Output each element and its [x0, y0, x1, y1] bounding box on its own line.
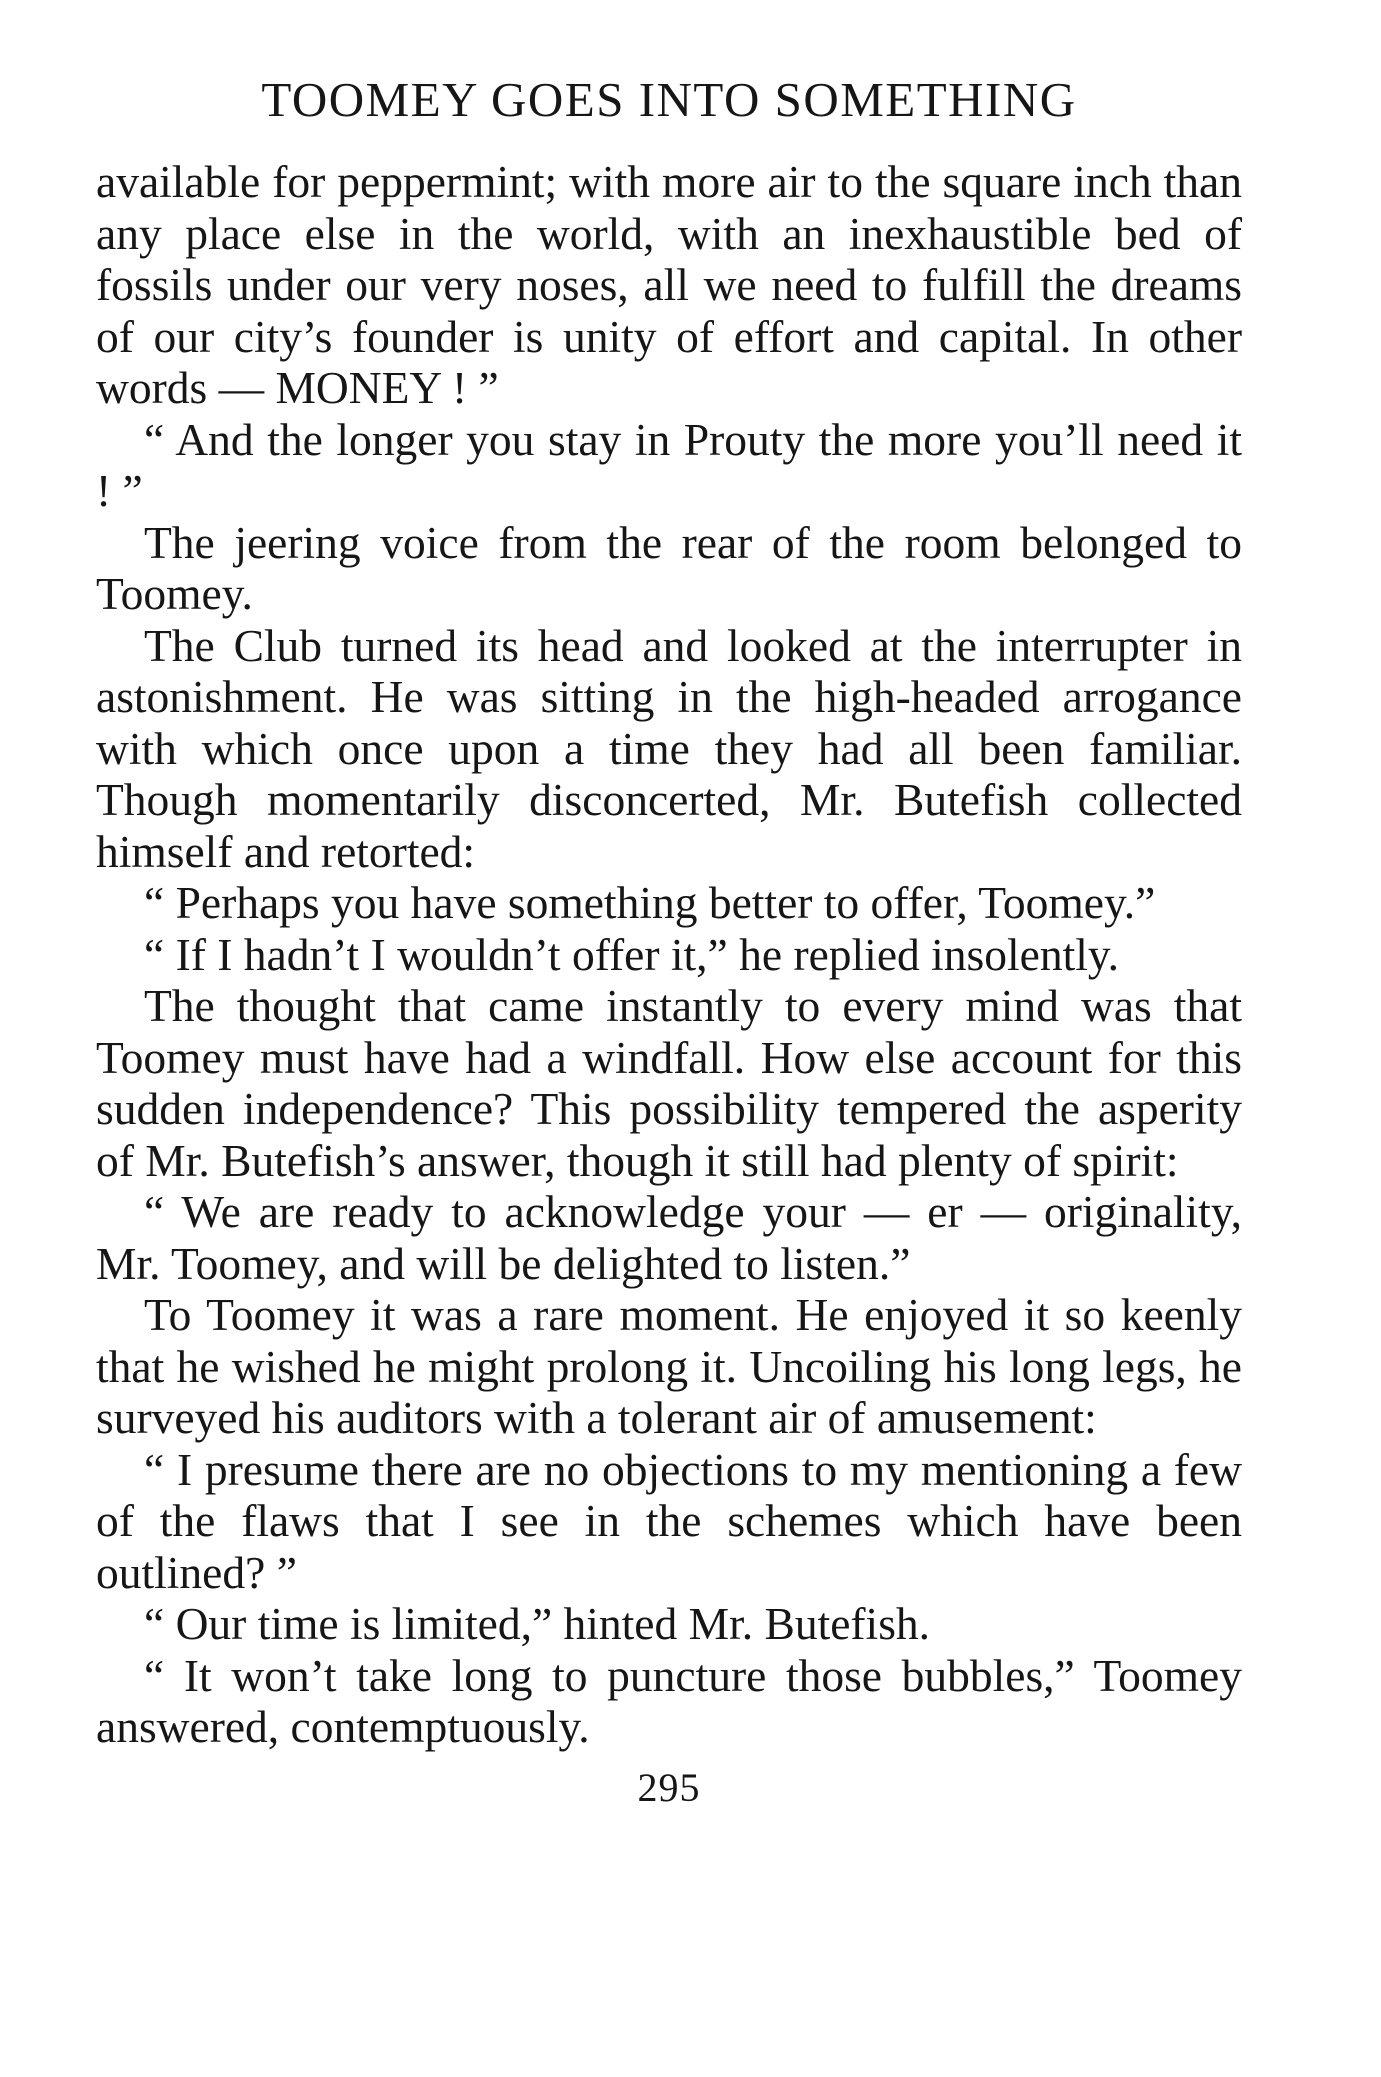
paragraph: “ It won’t take long to puncture those bubbles,” Toomey answered, contemptuously. — [96, 1649, 1242, 1752]
paragraph: The Club turned its head and looked at the interrupter in astonishment. He was sitting in the high-headed arrogance with which once upon a time they had all been familiar. Though momentarily disconcerted, Mr. Butefish collected himself and retorted: — [96, 619, 1242, 877]
paragraph: “ We are ready to acknowledge your — er — originality, Mr. Toomey, and will be delighted to listen.” — [96, 1186, 1242, 1289]
page-number: 295 — [637, 1764, 701, 1810]
paragraph: available for peppermint; with more air to the square inch than any place else in the world, with an inexhaustible bed of fossils under our very noses, all we need to fulfill the dreams of our city’s founder is unity of effort and capital. In other words — MONEY ! ” — [96, 156, 1242, 413]
book-page — [96, 70, 1242, 2010]
paragraph: “ And the longer you stay in Prouty the more you’ll need it ! ” — [96, 413, 1242, 516]
paragraph: The thought that came instantly to every mind was that Toomey must have had a windfall. How else account for this sudden independence? This possibility tempered the asperity of Mr. Butefish’s answer, though it still had plenty of spirit: — [96, 980, 1242, 1186]
paragraph: To Toomey it was a rare moment. He enjoyed it so keenly that he wished he might prolong it. Uncoiling his long legs, he surveyed his auditors with a tolerant air of amusement: — [96, 1289, 1242, 1443]
paragraph: “ Our time is limited,” hinted Mr. Butefish. — [144, 1598, 931, 1649]
running-head: TOOMEY GOES INTO SOMETHING — [261, 72, 1077, 127]
paragraph: “ If I hadn’t I wouldn’t offer it,” he replied insolently. — [144, 928, 1120, 980]
paragraph: “ I presume there are no objections to my mentioning a few of the flaws that I see in the schemes which have been outlined? ” — [96, 1443, 1242, 1598]
body-text — [96, 156, 1242, 1753]
paragraph: The jeering voice from the rear of the room belonged to Toomey. — [96, 516, 1242, 619]
paragraph: “ Perhaps you have something better to offer, Toomey.” — [144, 877, 1156, 928]
